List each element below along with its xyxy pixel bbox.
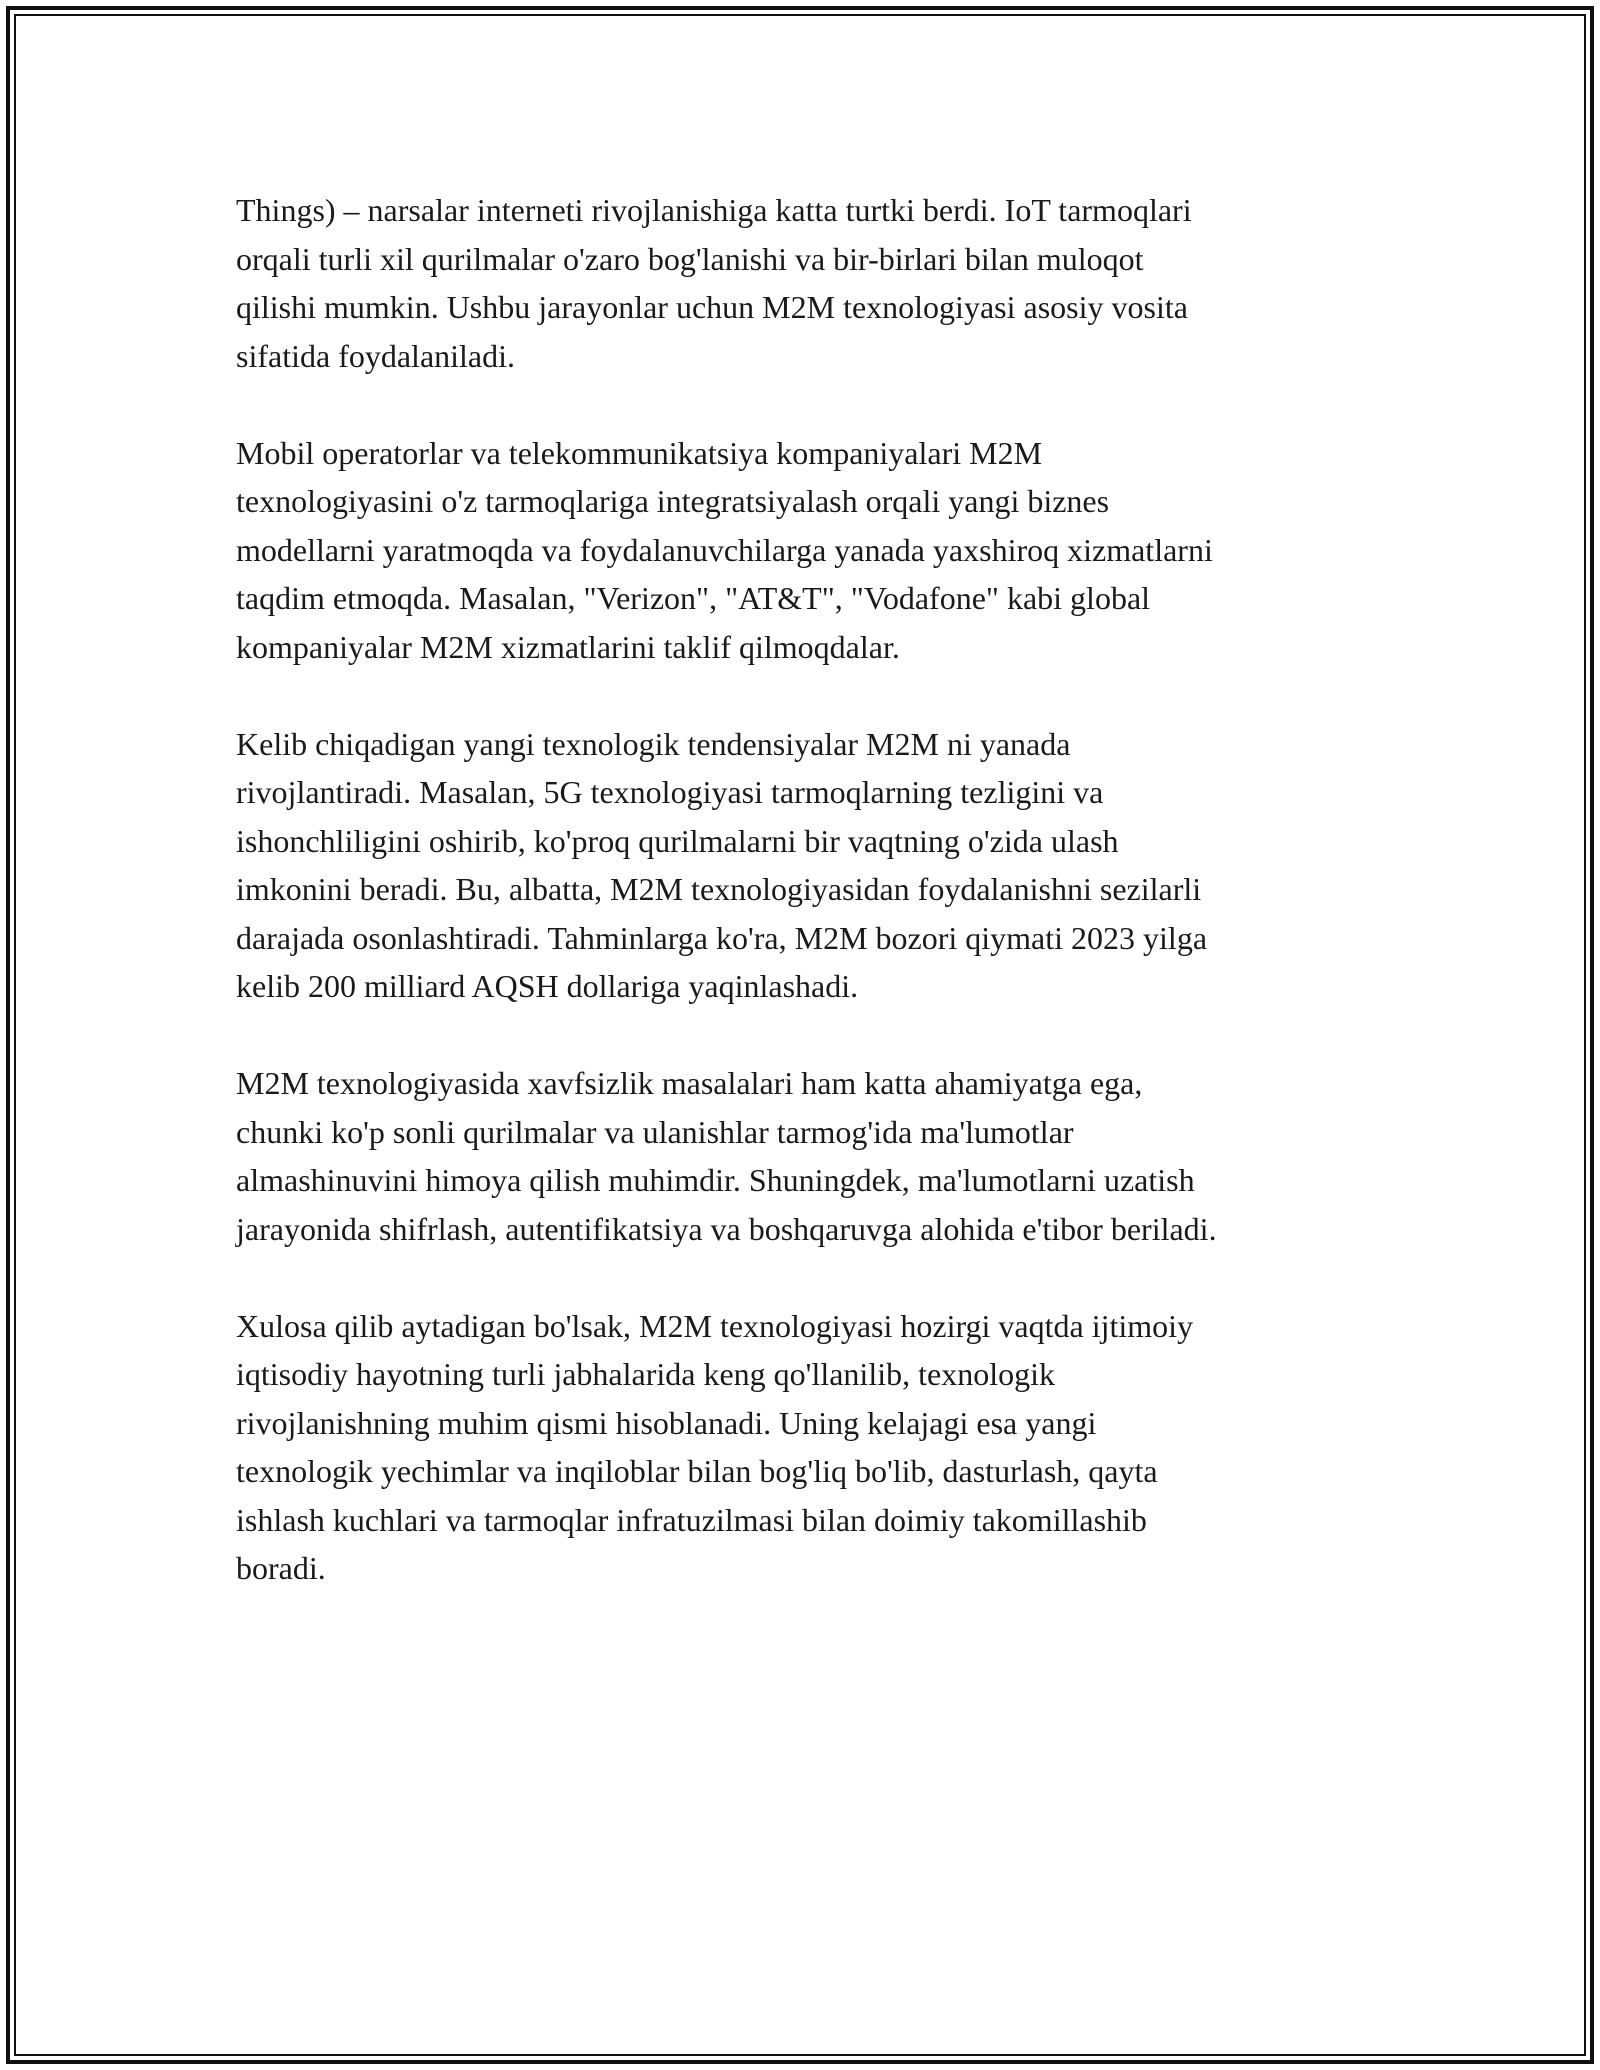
document-body bbox=[236, 186, 1376, 1641]
paragraph-conclusion: Xulosa qilib aytadigan bo'lsak, M2M texnologiyasi hozirgi vaqtda ijtimoiy iqtisodiy hayotning turli jabhalarida keng qo'llanilib, texnologik rivojlanishning muhim qismi hisoblanadi. Uning kelajagi esa yangi texnologik yechimlar va inqiloblar bilan bog'liq bo'lib, dasturlash, qayta ishlash kuchlari va tarmoqlar infratuzilmasi bilan doimiy takomillashib boradi. bbox=[236, 1307, 1194, 1586]
paragraph-new-trends: Kelib chiqadigan yangi texnologik tendensiyalar M2M ni yanada rivojlantiradi. Masalan, 5G texnologiyasi tarmoqlarning tezligini va ishonchliligini oshirib, ko'proq qurilmalarni bir vaqtning o'zida ulash imkonini beradi. Bu, albatta, M2M texnologiyasidan foydalanishni sezilarli darajada osonlashtiradi. Tahminlarga ko'ra, M2M bozori qiymati 2023 yilga kelib 200 milliard AQSH dollariga yaqinlashadi. bbox=[236, 725, 1208, 1004]
paragraph-mobile-operators: Mobil operatorlar va telekommunikatsiya kompaniyalari M2M texnologiyasini o'z tarmoqlariga integratsiyalash orqali yangi biznes modellarni yaratmoqda va foydalanuvchilarga yanada yaxshiroq xizmatlarni taqdim etmoqda. Masalan, "Verizon", "AT&T", "Vodafone" kabi global kompaniyalar M2M xizmatlarini taklif qilmoqdalar. bbox=[236, 434, 1213, 665]
paragraph-security: M2M texnologiyasida xavfsizlik masalalari ham katta ahamiyatga ega, chunki ko'p sonli qurilmalar va ulanishlar tarmog'ida ma'lumotlar almashinuvini himoya qilish muhimdir. Shuningdek, ma'lumotlarni uzatish jarayonida shifrlash, autentifikatsiya va boshqaruvga alohida e'tibor beriladi. bbox=[236, 1065, 1217, 1247]
paragraph-iot: Things) – narsalar interneti rivojlanishiga katta turtki berdi. IoT tarmoqlari orqali turli xil qurilmalar o'zaro bog'lanishi va bir-birlari bilan muloqot qilishi mumkin. Ushbu jarayonlar uchun M2M texnologiyasi asosiy vosita sifatida foydalaniladi. bbox=[236, 192, 1192, 374]
